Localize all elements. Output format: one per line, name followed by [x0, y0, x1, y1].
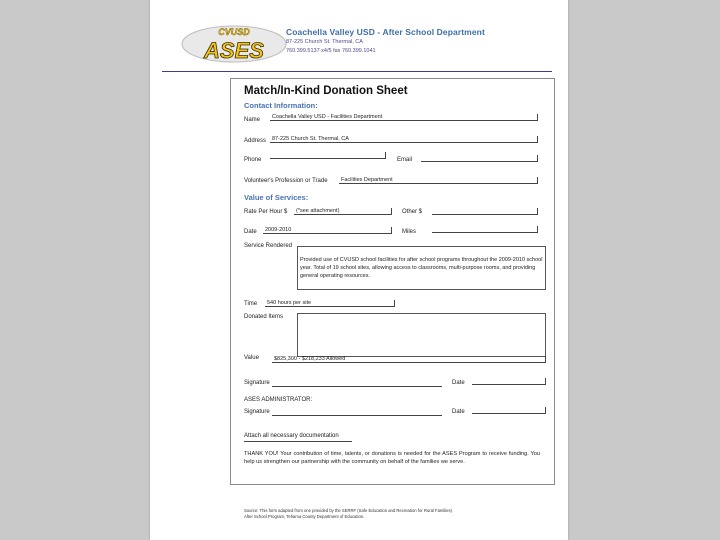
time-label: Time [244, 301, 258, 307]
source-line-1: Source: This form adapted from one provided by the SERRF (Safe Education and Recreation for Rural Families) [244, 508, 453, 513]
other-label: Other $ [402, 209, 423, 215]
miles-label: Miles [402, 229, 417, 235]
org-phone-fax: 760.399.5137 x4/5 fax 760.399.1041 [286, 48, 376, 54]
contact-heading: Contact Information: [244, 101, 318, 110]
donated-items-label: Donated Items [244, 314, 284, 320]
source-line-2: After School Program, Tehama County Department of Education. [244, 514, 365, 519]
date-field[interactable]: 2009-2010 [263, 227, 392, 234]
date2-label: Date [452, 380, 465, 386]
donated-items-box[interactable] [297, 313, 546, 357]
value-field[interactable]: $825,300 - $218,233 Allowed [272, 356, 546, 363]
org-title: Coachella Valley USD - After School Department [286, 27, 485, 37]
signature2-label: Signature [244, 409, 270, 415]
other-field[interactable] [432, 208, 538, 215]
org-address: 87-225 Church St. Thermal, CA [286, 39, 363, 45]
date3-field[interactable] [472, 407, 546, 414]
miles-field[interactable] [432, 226, 538, 233]
rate-field[interactable]: (*see attachment) [294, 208, 392, 215]
department-header [286, 27, 485, 55]
date3-label: Date [452, 409, 465, 415]
attach-docs-label: Attach all necessary documentation [244, 433, 339, 439]
name-label: Name [244, 117, 261, 123]
rate-label: Rate Per Hour $ [244, 209, 288, 215]
date-label: Date [244, 229, 257, 235]
ases-logo [180, 22, 288, 64]
time-field[interactable]: 540 hours per site [265, 300, 395, 307]
signature-label: Signature [244, 380, 270, 386]
value-label: Value [244, 355, 259, 361]
attach-underline [244, 441, 352, 442]
signature2-line[interactable] [272, 415, 442, 416]
service-rendered-text: Provided use of CVUSD school facilities for after school programs throughout the 2009-2010 school year. Total of 19 school sites, allowing access to classrooms, multi-purpose rooms, and providing general operating resources. [300, 257, 543, 279]
value-heading: Value of Services: [244, 193, 309, 202]
service-label: Service Rendered [244, 243, 293, 249]
form-title: Match/In-Kind Donation Sheet [244, 85, 408, 97]
ases-admin-label: ASES ADMINISTRATOR: [244, 397, 313, 403]
address-label: Address [244, 138, 267, 144]
profession-label: Volunteer's Profession or Trade [244, 178, 328, 184]
source-footnote [244, 508, 540, 520]
email-label: Email [397, 157, 413, 163]
email-field[interactable] [421, 155, 538, 162]
phone-field[interactable] [270, 152, 386, 159]
signature-line[interactable] [272, 386, 442, 387]
thank-you-note: THANK YOU! Your contribution of time, talents, or donations is needed for the ASES Program to receive funding. You help us strengthen our partnership with the community on behalf of the families we serve. [244, 451, 540, 465]
logo-main-text: ASES [204, 38, 264, 63]
address-field[interactable]: 87-225 Church St. Thermal, CA [270, 136, 538, 143]
header-divider [162, 71, 552, 72]
profession-field[interactable]: Facilities Department [339, 177, 538, 184]
date2-field[interactable] [472, 378, 546, 385]
name-field[interactable]: Coachella Valley USD - Facilities Department [270, 114, 538, 121]
phone-label: Phone [244, 157, 262, 163]
logo-top-text: CVUSD [218, 27, 250, 37]
